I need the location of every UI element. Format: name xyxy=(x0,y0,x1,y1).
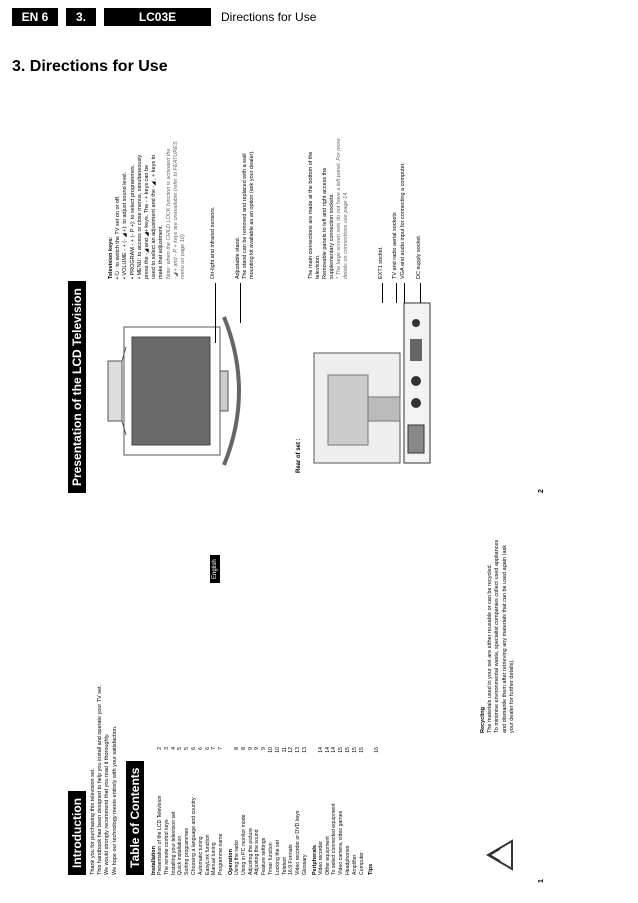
toc-entry-label: Video camera, video games xyxy=(338,810,345,875)
toc-entry xyxy=(338,747,345,875)
keys-note: -◢ + and - P + keys are unavailable (refer to FEATURES xyxy=(172,141,179,279)
keys-title: Television keys: xyxy=(108,236,114,279)
stand-line: Adjustable stand. xyxy=(235,236,241,279)
rear-title: Rear of set : xyxy=(296,438,302,473)
toc-entry-page: 6 xyxy=(204,747,211,750)
toc-entry-page: 9 xyxy=(254,747,261,750)
toc-entry-page: 10 xyxy=(267,747,274,753)
rear-line: television. xyxy=(315,254,321,279)
toc-entry-label: Teletext xyxy=(281,857,288,875)
aerial-leader-line xyxy=(396,283,397,303)
toc-section-heading: Installation xyxy=(151,845,157,875)
toc-entry-label: Locking the set xyxy=(274,840,281,875)
toc-entry-label: Automatic tuning xyxy=(197,836,204,875)
toc-entry-page: 7 xyxy=(218,747,225,750)
intro-line: Thank you for purchasing this television set. xyxy=(90,767,96,875)
page-2 xyxy=(60,103,560,493)
dc-leader-line xyxy=(420,283,421,303)
toc-entry-page: 15 xyxy=(351,747,358,753)
keys-line: used to select an adjustment and the -◢ , + keys to xyxy=(151,154,158,279)
toc-entry xyxy=(198,747,205,875)
toc-entry xyxy=(282,747,289,875)
toc-entry-page: 9 xyxy=(247,747,254,750)
toc-entry-label: EasyLink function xyxy=(204,834,211,875)
header-section-title: Directions for Use xyxy=(221,10,317,24)
aerial-callout: TV and radio aerial sockets xyxy=(392,212,398,279)
toc-entry-label: The remote control keys xyxy=(163,819,170,875)
keys-line: press the -◢ and ◢+ keys. The - + keys can be xyxy=(144,164,151,279)
vga-leader-line xyxy=(404,283,405,303)
page-number-1: 1 xyxy=(538,879,545,883)
stand-line: The stand can be removed and replaced with a wall xyxy=(242,153,248,279)
rear-note: details on connections see page 14. xyxy=(343,191,349,279)
toc-entry xyxy=(288,747,295,875)
intro-line: This handbook has been designed to help you install and operate your TV set. xyxy=(97,684,104,875)
toc-entry-label: Choosing a language and country xyxy=(190,797,197,875)
television-keys-block xyxy=(108,104,187,279)
page-2-rotated-content xyxy=(60,103,560,493)
toc-entry-label: Feature settings xyxy=(261,837,268,875)
toc-entry-page: 7 xyxy=(211,747,218,750)
toc-entry-label: Presentation of the LCD Television xyxy=(157,795,163,875)
toc-section-heading: Tips xyxy=(368,863,375,875)
page-1 xyxy=(60,493,560,883)
toc-entry-label: Quick installation xyxy=(177,835,184,875)
recycling-line: To minimise environmental waste, specialist companies collect used appliances xyxy=(494,539,501,733)
toc-entry-label: 16:9 Formats xyxy=(288,844,295,875)
recycling-line: your dealer for further details). xyxy=(508,659,515,733)
ext1-callout: EXT1 socket. xyxy=(378,246,384,279)
toc-entry-label: Other equipment xyxy=(324,836,331,875)
toc-entry xyxy=(359,747,366,875)
tv-rear-illustration xyxy=(308,293,438,473)
keys-note: Note: when the CHILD LOCK function is activated the xyxy=(165,148,172,279)
toc-entry-label: Adjusting the picture xyxy=(247,827,254,875)
keys-line: • MENU: to access or close menus, simultaneously xyxy=(136,154,143,279)
keys-line: • ⏻ : to switch the TV set on or off. xyxy=(115,195,122,279)
toc-entry-label: Using the radio xyxy=(233,840,240,875)
toc-entry xyxy=(275,747,282,875)
keys-line: make that adjustment. xyxy=(158,224,165,279)
toc-entry-label: Using in PC monitor mode xyxy=(240,814,247,875)
toc-entry-page: 14 xyxy=(331,747,338,753)
toc-entry-page: 14 xyxy=(324,747,331,753)
toc-entry-page: 3 xyxy=(163,747,170,750)
intro-text xyxy=(90,595,119,875)
toc-entry-page: 12 xyxy=(288,747,295,753)
toc-entry xyxy=(171,747,178,875)
sensors-callout: On-light and infrared sensors. xyxy=(210,206,216,279)
toc-entry-label: Video recorder xyxy=(317,841,324,875)
recycling-block xyxy=(480,503,516,733)
toc-entry xyxy=(241,747,248,875)
keys-line: • PROGRAM - + (- P +): to select programmes. xyxy=(129,164,136,279)
header-chapter-badge: 3. xyxy=(66,8,96,26)
sensors-leader-line xyxy=(215,283,216,343)
toc-entry-page: 2 xyxy=(157,747,163,750)
intro-line: We would strongly recommend that you read it thoroughly. xyxy=(104,733,111,875)
rear-line: The main connections are made at the bottom of the xyxy=(308,151,314,279)
toc-entry xyxy=(177,747,184,875)
stand-line: mounting kit available as an option (ask your dealer). xyxy=(249,150,255,279)
vga-callout: VGA and audio input for connecting a computer. xyxy=(400,162,406,279)
keys-note: menu on page 10). xyxy=(180,232,187,279)
toc-entry-page: 9 xyxy=(261,747,268,750)
toc-entry-page: 13 xyxy=(301,747,308,753)
recycling-line: The materials used in your set are either reusable or can be recycled. xyxy=(487,563,494,733)
toc-entry-label: Computer xyxy=(358,852,365,875)
toc-entry xyxy=(268,747,275,875)
toc-entry xyxy=(218,747,225,875)
toc-entry xyxy=(345,747,352,875)
toc-entry-page: 8 xyxy=(233,747,240,750)
intro-heading: Introduction xyxy=(68,791,86,875)
toc-entry-page: 5 xyxy=(184,747,191,750)
toc-entry xyxy=(164,747,171,875)
recycling-icon xyxy=(484,835,520,875)
ext1-leader-line xyxy=(382,283,383,303)
toc-entry-label: Installing your television set xyxy=(170,811,177,875)
rear-description xyxy=(308,104,350,279)
stand-leader-line xyxy=(240,283,241,323)
toc-entry xyxy=(352,747,359,875)
toc-section-heading: Peripherals xyxy=(311,845,318,875)
toc-entry xyxy=(374,747,381,875)
recycling-line: and dismantle them after retrieving any materials that can be used again (ask xyxy=(501,544,508,733)
toc-entry xyxy=(302,747,309,875)
toc-entry xyxy=(261,747,268,875)
toc-entry-label: To select connected equipment xyxy=(331,803,338,875)
rear-line: Removable panels to left and right access the xyxy=(322,167,328,279)
toc-entry xyxy=(157,747,164,875)
page-header xyxy=(0,8,638,28)
toc-entry-page: 14 xyxy=(317,747,324,753)
header-en-badge: EN 6 xyxy=(12,8,58,26)
presentation-heading: Presentation of the LCD Television xyxy=(68,281,86,493)
toc-entry-label: Video recorder or DVD keys xyxy=(295,810,302,875)
toc-heading: Table of Contents xyxy=(126,761,144,875)
toc-entry xyxy=(205,747,212,875)
rear-line: supplementary connection sockets. xyxy=(329,193,335,279)
tv-front-illustration xyxy=(104,305,244,475)
toc-entry xyxy=(318,747,325,875)
page-number-2: 2 xyxy=(538,489,545,493)
header-model-badge: LC03E xyxy=(104,8,211,26)
toc-entry xyxy=(295,747,302,875)
toc-entry-label: Manual tuning xyxy=(211,842,218,875)
rear-note: * The large screen sets do not have a left panel. For more xyxy=(336,138,342,279)
toc-entry-page: 15 xyxy=(358,747,365,753)
toc-entry-label: Glossary xyxy=(301,854,308,875)
toc-entry-page: 15 xyxy=(344,747,351,753)
toc-entry-label: Headphones xyxy=(344,845,351,875)
toc-entry-page: 6 xyxy=(190,747,197,750)
toc-entry-label: Amplifier xyxy=(351,854,358,875)
keys-line: • VOLUME - + (- ◢ +): to adjust sound level. xyxy=(122,171,129,279)
toc-entry-page: 5 xyxy=(177,747,184,750)
toc-entry-page: 4 xyxy=(170,747,177,750)
intro-line: We hope our technology meets entirely with your satisfaction. xyxy=(111,725,118,875)
page-1-rotated-content xyxy=(60,493,560,883)
toc-entry-label: Timer function xyxy=(267,842,274,875)
toc-entry-page: 10 xyxy=(274,747,281,753)
table-of-contents xyxy=(148,747,381,875)
toc-entry-page: 16 xyxy=(374,747,381,753)
toc-entry-page: 6 xyxy=(197,747,204,750)
language-tab: English xyxy=(210,555,220,583)
page-title: 3. Directions for Use xyxy=(12,58,168,75)
toc-entry-page: 8 xyxy=(240,747,247,750)
toc-section-heading: Operation xyxy=(227,849,234,875)
toc-entry-label: Adjusting the sound xyxy=(254,829,261,875)
toc-entry-label: Sorting programmes xyxy=(184,828,191,875)
manual-sheet xyxy=(60,103,560,883)
toc-entry-page: 11 xyxy=(281,747,288,753)
recycling-title: Recycling xyxy=(480,707,486,733)
toc-entry xyxy=(331,747,338,875)
toc-entry-label: Programme name xyxy=(218,833,225,875)
toc-entry xyxy=(211,747,218,875)
toc-entry xyxy=(325,747,332,875)
toc-entry xyxy=(191,747,198,875)
toc-entry xyxy=(234,747,241,875)
stand-callout xyxy=(235,104,256,279)
toc-entry xyxy=(184,747,191,875)
dc-callout: DC supply socket. xyxy=(416,234,422,279)
toc-entry xyxy=(254,747,261,875)
toc-entry-page: 13 xyxy=(295,747,302,753)
toc-entry-page: 15 xyxy=(338,747,345,753)
toc-entry xyxy=(248,747,255,875)
